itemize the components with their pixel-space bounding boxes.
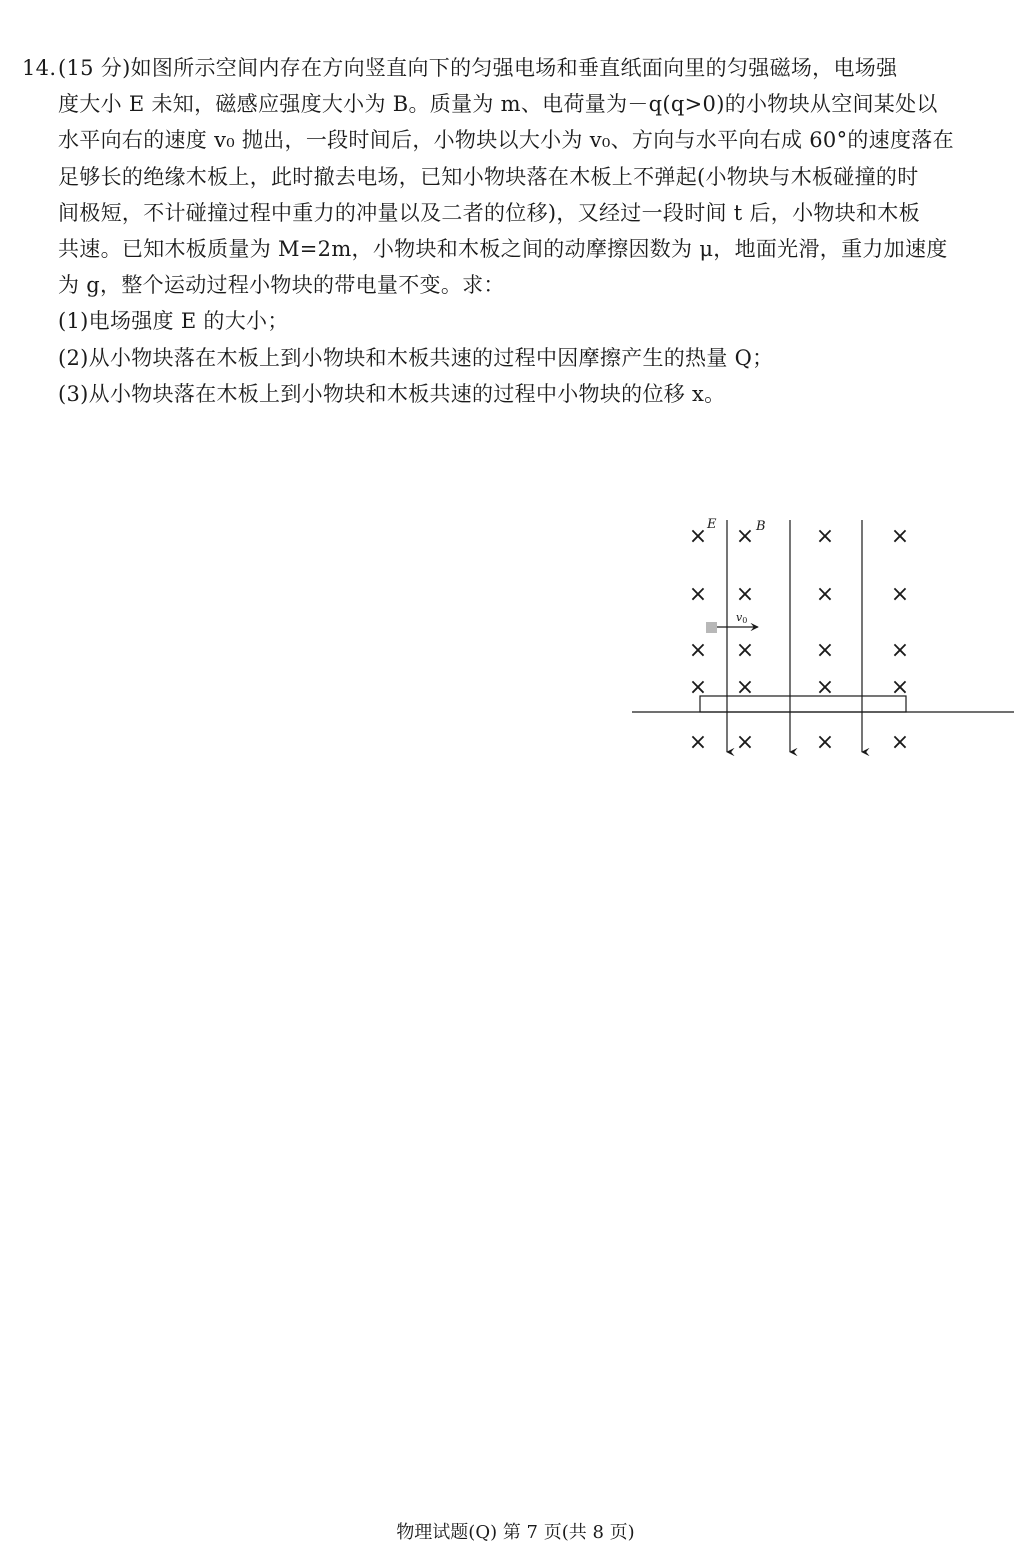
small-block [706, 622, 717, 633]
b-field-cross-mark: × [735, 730, 755, 755]
b-field-cross-mark: × [890, 582, 910, 607]
b-field-cross-mark: × [815, 730, 835, 755]
field-diagram-svg [632, 512, 1016, 762]
question-line-6: 共速。已知木板质量为 M=2m，小物块和木板之间的动摩擦因数为 μ，地面光滑，重力加速度 [58, 237, 948, 262]
b-field-cross-mark: × [815, 582, 835, 607]
b-field-cross-mark: × [688, 524, 708, 549]
question-line-7: 为 g，整个运动过程小物块的带电量不变。求： [58, 273, 505, 298]
label-v0: v0 [736, 611, 748, 625]
b-field-cross-mark: × [890, 730, 910, 755]
b-field-cross-mark: × [688, 675, 708, 700]
sub-question-1: (1)电场强度 E 的大小； [58, 309, 289, 334]
b-field-cross-mark: × [815, 638, 835, 663]
b-field-cross-mark: × [688, 730, 708, 755]
page-footer: 物理试题(Q) 第 7 页(共 8 页) [396, 1522, 635, 1543]
wooden-board [700, 696, 906, 712]
b-field-cross-mark: × [688, 582, 708, 607]
question-14 [22, 50, 1017, 412]
b-field-cross-mark: × [735, 582, 755, 607]
question-line-2: 度大小 E 未知，磁感应强度大小为 B。质量为 m、电荷量为－q(q>0)的小物块从空间某处以 [58, 92, 938, 117]
b-field-cross-mark: × [815, 675, 835, 700]
question-line-3: 水平向右的速度 v₀ 抛出，一段时间后，小物块以大小为 v₀、方向与水平向右成 60°的速度落在 [58, 128, 954, 153]
b-field-cross-mark: × [890, 638, 910, 663]
b-field-cross-mark: × [688, 638, 708, 663]
sub-question-3: (3)从小物块落在木板上到小物块和木板共速的过程中小物块的位移 x。 [58, 381, 726, 406]
b-field-cross-mark: × [890, 524, 910, 549]
b-field-cross-mark: × [735, 675, 755, 700]
question-line-5: 间极短，不计碰撞过程中重力的冲量以及二者的位移)，又经过一段时间 t 后，小物块和木板 [58, 200, 920, 225]
field-diagram [632, 512, 1016, 762]
b-field-cross-mark: × [735, 524, 755, 549]
label-e: E [707, 517, 717, 532]
question-line-1: 14.(15 分)如图所示空间内存在方向竖直向下的匀强电场和垂直纸面向里的匀强磁场，电场强 [22, 50, 1017, 86]
question-number: 14. [22, 56, 57, 80]
question-line-4: 足够长的绝缘木板上，此时撤去电场，已知小物块落在木板上不弹起(小物块与木板碰撞的时 [58, 164, 919, 189]
b-field-cross-mark: × [815, 524, 835, 549]
b-field-cross-mark: × [735, 638, 755, 663]
label-b: B [756, 519, 766, 534]
sub-question-2: (2)从小物块落在木板上到小物块和木板共速的过程中因摩擦产生的热量 Q； [58, 345, 774, 370]
b-field-cross-mark: × [890, 675, 910, 700]
